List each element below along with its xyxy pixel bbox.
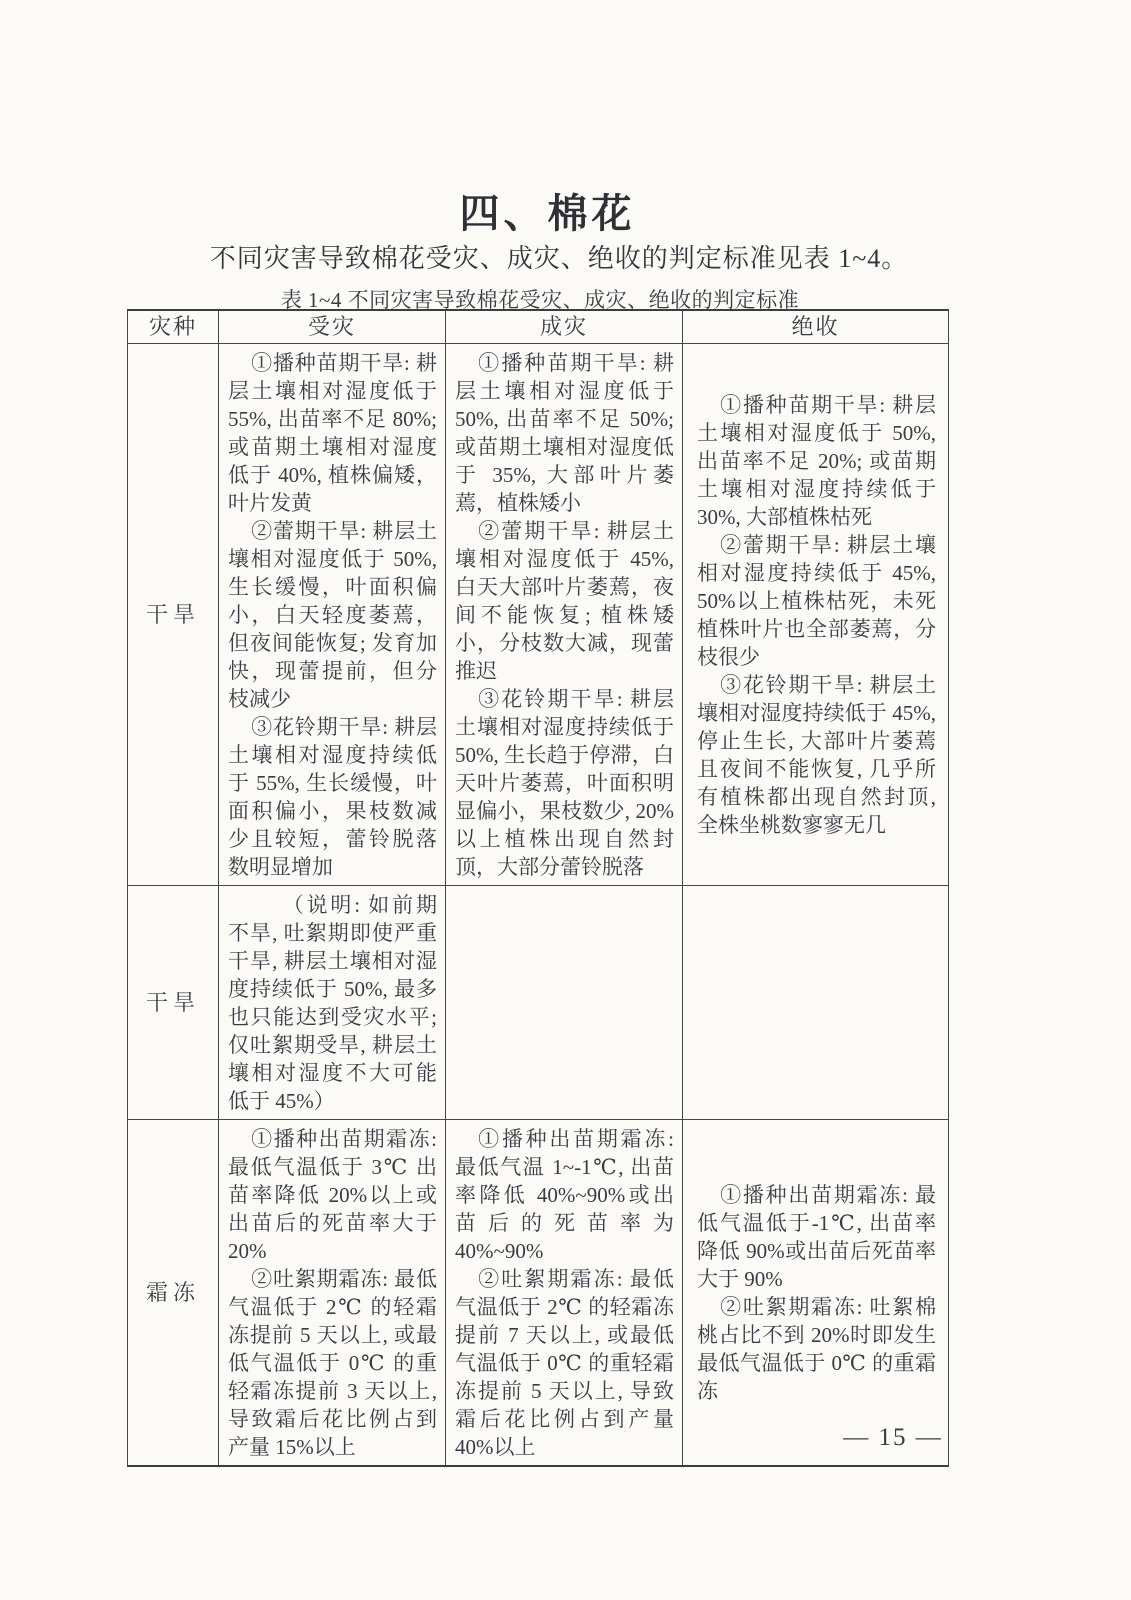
disaster-criteria-table: [127, 309, 949, 1467]
criteria-paragraph: ②吐絮期霜冻: 吐絮棉桃占比不到 20%时即发生最低气温低于 0℃ 的重霜冻: [697, 1295, 936, 1403]
empty-cell: [683, 886, 949, 1120]
criteria-paragraph: ③花铃期干旱: 耕层土壤相对湿度持续低于 45%, 停止生长, 大部叶片萎蔫且夜间不能恢复, 几乎所有植株都出现自然封顶, 全株坐桃数寥寥无几: [697, 673, 936, 837]
criteria-paragraph: ①播种出苗期霜冻: 最低气温 1~-1℃, 出苗率降低 40%~90%或出苗后的死苗率为 40%~90%: [455, 1127, 674, 1263]
criteria-paragraph: ①播种苗期干旱: 耕层土壤相对湿度低于 55%, 出苗率不足 80%; 或苗期土壤相对湿度低于 40%, 植株偏矮，叶片发黄: [228, 351, 437, 515]
page-number: — 15 —: [843, 1424, 943, 1451]
drought-disaster-cell: [446, 344, 683, 886]
frost-total-loss-cell: [683, 1120, 949, 1467]
page-title: 四、棉花: [459, 191, 636, 236]
table-row-frost: [128, 1120, 949, 1467]
criteria-paragraph: ②蕾期干旱: 耕层土壤相对湿度低于 45%, 白天大部叶片萎蔫，夜间不能恢复; 植株矮小，分枝数大减，现蕾推迟: [455, 519, 674, 683]
criteria-paragraph: ①播种出苗期霜冻: 最低气温低于-1℃, 出苗率降低 90%或出苗后死苗率大于 90%: [697, 1183, 936, 1291]
header-disaster-type: 灾种: [128, 310, 219, 344]
disaster-type-label: 霜冻: [128, 1120, 219, 1467]
drought-affected-cell: [219, 344, 446, 886]
criteria-paragraph: ①播种出苗期霜冻: 最低气温低于 3℃ 出苗率降低 20%以上或出苗后的死苗率大于 20%: [228, 1127, 437, 1263]
header-affected: 受灾: [219, 310, 446, 344]
table-caption: 表 1~4 不同灾害导致棉花受灾、成灾、绝收的判定标准: [280, 288, 800, 312]
subtitle: 不同灾害导致棉花受灾、成灾、绝收的判定标准见表 1~4。: [209, 244, 909, 273]
header-disaster: 成灾: [446, 310, 683, 344]
frost-affected-cell: [219, 1120, 446, 1467]
header-total-loss: 绝收: [683, 310, 949, 344]
disaster-type-label: 干旱: [128, 344, 219, 886]
criteria-paragraph: ②吐絮期霜冻: 最低气温低于 2℃ 的轻霜冻提前 5 天以上, 或最低气温低于 0℃ 的重轻霜冻提前 3 天以上, 导致霜后花比例占到产量 15%以上: [228, 1267, 437, 1459]
drought-note-cell: [219, 886, 446, 1120]
note-paragraph: （说明: 如前期不旱, 吐絮期即使严重干旱, 耕层土壤相对湿度持续低于 50%, 最多也只能达到受灾水平; 仅吐絮期受旱, 耕层土壤相对湿度不大可能低于 45%）: [228, 893, 437, 1113]
criteria-paragraph: ②蕾期干旱: 耕层土壤相对湿度低于 50%, 生长缓慢，叶面积偏小，白天轻度萎蔫，但夜间能恢复; 发育加快，现蕾提前，但分枝减少: [228, 519, 437, 711]
criteria-paragraph: ①播种苗期干旱: 耕层土壤相对湿度低于 50%, 出苗率不足 50%; 或苗期土壤相对湿度低于 35%, 大部叶片萎蔫，植株矮小: [455, 351, 674, 515]
table-header-row: [128, 310, 949, 344]
criteria-paragraph: ②吐絮期霜冻: 最低气温低于 2℃ 的轻霜冻提前 7 天以上, 或最低气温低于 0℃ 的重轻霜冻提前 5 天以上, 导致霜后花比例占到产量 40%以上: [455, 1267, 674, 1459]
empty-cell: [446, 886, 683, 1120]
table-row-drought: [128, 344, 949, 886]
disaster-type-label: 干旱: [128, 886, 219, 1120]
criteria-paragraph: ②蕾期干旱: 耕层土壤相对湿度持续低于 45%, 50%以上植株枯死，未死植株叶片也全部萎蔫，分枝很少: [697, 533, 936, 669]
drought-total-loss-cell: [683, 344, 949, 886]
table-row-drought-note: [128, 886, 949, 1120]
criteria-paragraph: ③花铃期干旱: 耕层土壤相对湿度持续低于 50%, 生长趋于停滞，白天叶片萎蔫，叶面积明显偏小，果枝数少, 20%以上植株出现自然封顶，大部分蕾铃脱落: [455, 687, 674, 879]
criteria-paragraph: ①播种苗期干旱: 耕层土壤相对湿度低于 50%, 出苗率不足 20%; 或苗期土壤相对湿度持续低于 30%, 大部植株枯死: [697, 393, 936, 529]
frost-disaster-cell: [446, 1120, 683, 1467]
criteria-paragraph: ③花铃期干旱: 耕层土壤相对湿度持续低于 55%, 生长缓慢，叶面积偏小，果枝数减少且较短，蕾铃脱落数明显增加: [228, 715, 437, 879]
